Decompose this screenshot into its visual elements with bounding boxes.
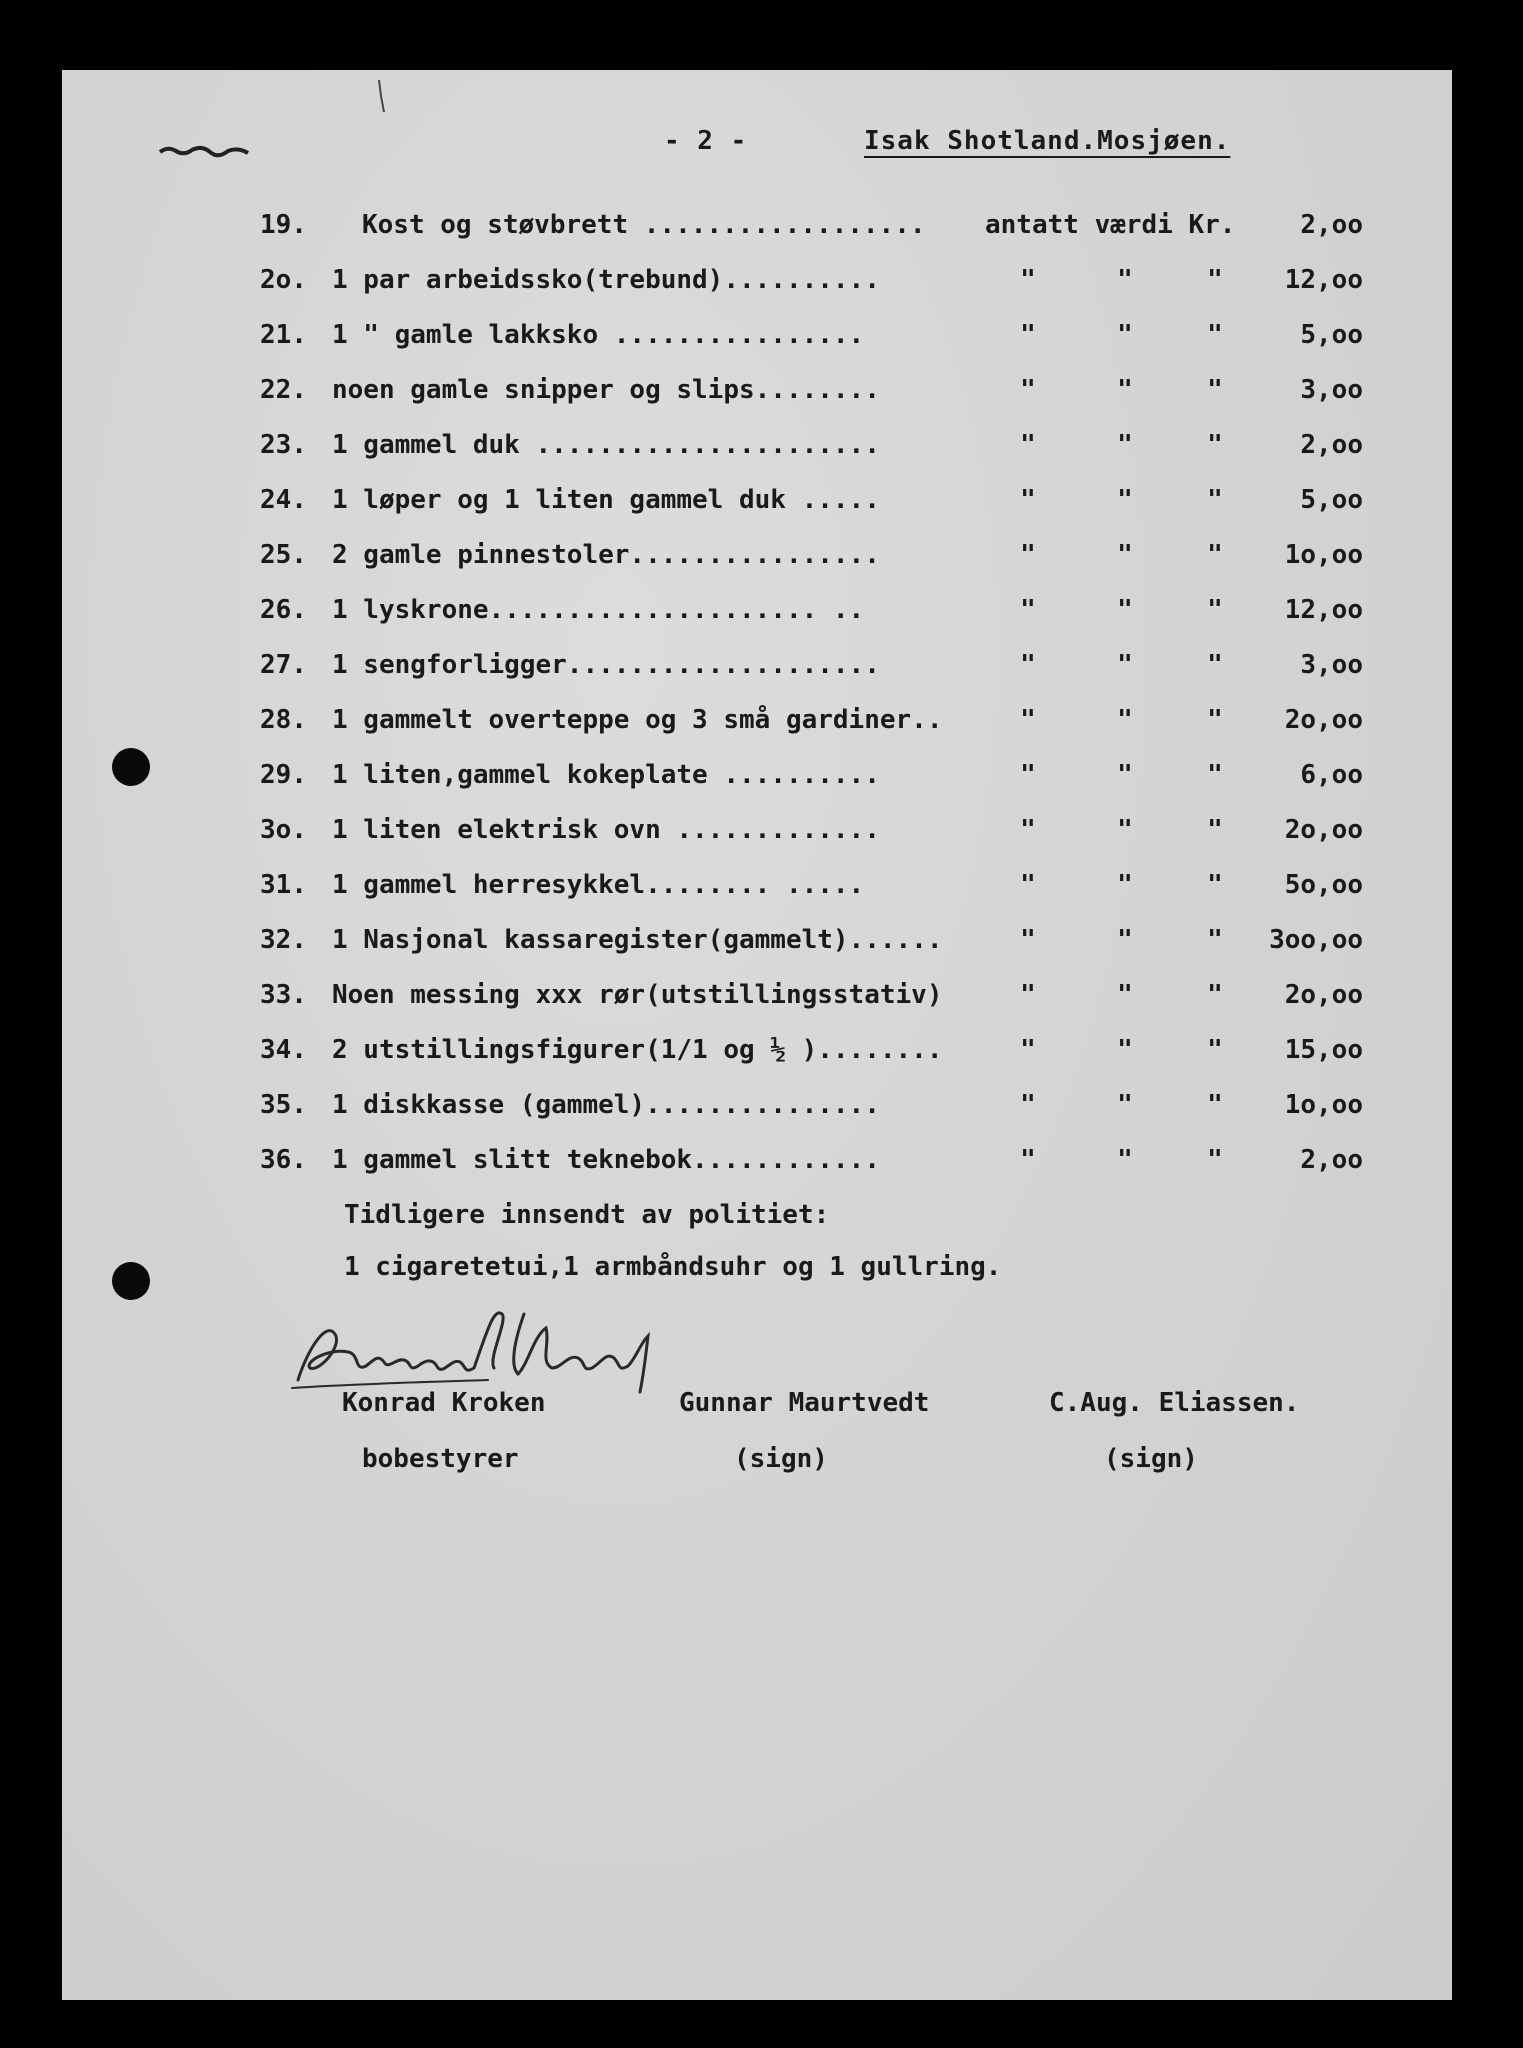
item-description: Noen messing xxx rør(utstillingsstativ) xyxy=(332,980,943,1010)
item-number: 26. xyxy=(260,595,307,625)
ditto-mark: " xyxy=(1117,705,1133,735)
note-line: 1 cigaretetui,1 armbåndsuhr og 1 gullring. xyxy=(344,1252,1002,1282)
item-amount: 3,oo xyxy=(1300,375,1363,405)
ditto-mark: " xyxy=(1020,375,1036,405)
item-number: 35. xyxy=(260,1090,307,1120)
item-description: 1 Nasjonal kassaregister(gammelt)...... xyxy=(332,925,943,955)
ditto-mark: " xyxy=(1020,595,1036,625)
signer-name: C.Aug. Eliassen. xyxy=(1049,1388,1300,1418)
item-amount: 6,oo xyxy=(1300,760,1363,790)
signer-role: (sign) xyxy=(1104,1444,1198,1474)
signer-name: Konrad Kroken xyxy=(342,1388,546,1418)
ditto-mark: " xyxy=(1117,595,1133,625)
ditto-mark: " xyxy=(1117,1090,1133,1120)
item-number: 27. xyxy=(260,650,307,680)
ditto-mark: " xyxy=(1020,815,1036,845)
ditto-mark: " xyxy=(1207,650,1223,680)
ditto-mark: " xyxy=(1207,595,1223,625)
item-description: 1 liten elektrisk ovn ............. xyxy=(332,815,880,845)
inventory-row xyxy=(260,870,1370,910)
item-description: 1 løper og 1 liten gammel duk ..... xyxy=(332,485,880,515)
ditto-mark: " xyxy=(1117,485,1133,515)
item-amount: 3oo,oo xyxy=(1269,925,1363,955)
ditto-mark: " xyxy=(1020,980,1036,1010)
item-number: 2o. xyxy=(260,265,307,295)
ditto-mark: " xyxy=(1117,540,1133,570)
inventory-row xyxy=(260,430,1370,470)
ditto-mark: " xyxy=(1117,870,1133,900)
inventory-row xyxy=(260,1145,1370,1185)
ditto-mark: " xyxy=(1207,1145,1223,1175)
estate-heading: Isak Shotland.Mosjøen. xyxy=(864,126,1231,156)
item-number: 23. xyxy=(260,430,307,460)
inventory-row xyxy=(260,925,1370,965)
item-number: 22. xyxy=(260,375,307,405)
inventory-row xyxy=(260,210,1370,250)
ditto-mark: " xyxy=(1117,265,1133,295)
inventory-row xyxy=(260,1090,1370,1130)
ditto-mark: " xyxy=(1117,430,1133,460)
item-number: 29. xyxy=(260,760,307,790)
inventory-row xyxy=(260,320,1370,360)
signer-name: Gunnar Maurtvedt xyxy=(679,1388,930,1418)
ditto-mark: " xyxy=(1020,1090,1036,1120)
item-amount: 2o,oo xyxy=(1284,705,1363,735)
item-description: 1 liten,gammel kokeplate .......... xyxy=(332,760,880,790)
item-number: 34. xyxy=(260,1035,307,1065)
item-description: 1 lyskrone..................... .. xyxy=(332,595,865,625)
item-number: 3o. xyxy=(260,815,307,845)
ditto-mark: " xyxy=(1020,1035,1036,1065)
handwritten-signature xyxy=(288,1288,668,1400)
item-amount: 2,oo xyxy=(1300,430,1363,460)
item-number: 25. xyxy=(260,540,307,570)
item-amount: 12,oo xyxy=(1284,265,1363,295)
item-number: 28. xyxy=(260,705,307,735)
ink-smudge xyxy=(158,142,250,158)
ditto-mark: " xyxy=(1020,760,1036,790)
ink-mark xyxy=(376,78,386,114)
inventory-row xyxy=(260,815,1370,855)
ditto-mark: " xyxy=(1207,320,1223,350)
item-number: 33. xyxy=(260,980,307,1010)
signer-role: (sign) xyxy=(734,1444,828,1474)
page-number: - 2 - xyxy=(664,126,748,156)
item-description: Kost og støvbrett .................. xyxy=(362,210,926,240)
ditto-mark: " xyxy=(1117,650,1133,680)
ditto-mark: " xyxy=(1117,760,1133,790)
ditto-mark: " xyxy=(1207,925,1223,955)
ditto-mark: " xyxy=(1207,760,1223,790)
item-description: 1 sengforligger.................... xyxy=(332,650,880,680)
item-amount: 3,oo xyxy=(1300,650,1363,680)
ditto-mark: " xyxy=(1207,540,1223,570)
ditto-mark: " xyxy=(1207,430,1223,460)
ditto-mark: " xyxy=(1117,925,1133,955)
ditto-mark: " xyxy=(1020,320,1036,350)
item-description: 1 gammel slitt teknebok............ xyxy=(332,1145,880,1175)
punch-hole xyxy=(112,1262,150,1300)
ditto-mark: " xyxy=(1020,870,1036,900)
ditto-mark: " xyxy=(1020,540,1036,570)
item-amount: 1o,oo xyxy=(1284,540,1363,570)
signer-role: bobestyrer xyxy=(362,1444,519,1474)
ditto-mark: " xyxy=(1207,265,1223,295)
item-description: 1 " gamle lakksko ................ xyxy=(332,320,865,350)
item-description: 1 gammel herresykkel........ ..... xyxy=(332,870,865,900)
ditto-mark: " xyxy=(1020,430,1036,460)
ditto-mark: " xyxy=(1020,1145,1036,1175)
item-amount: 2,oo xyxy=(1300,210,1363,240)
item-amount: 5o,oo xyxy=(1284,870,1363,900)
inventory-row xyxy=(260,760,1370,800)
inventory-row xyxy=(260,1035,1370,1075)
item-number: 31. xyxy=(260,870,307,900)
note-line: Tidligere innsendt av politiet: xyxy=(344,1200,830,1230)
ditto-mark: " xyxy=(1020,265,1036,295)
ditto-mark: " xyxy=(1020,485,1036,515)
item-number: 21. xyxy=(260,320,307,350)
inventory-row xyxy=(260,540,1370,580)
inventory-row xyxy=(260,650,1370,690)
ditto-mark: " xyxy=(1207,485,1223,515)
inventory-row xyxy=(260,485,1370,525)
inventory-row xyxy=(260,265,1370,305)
ditto-mark: " xyxy=(1207,1035,1223,1065)
item-description: 1 diskkasse (gammel)............... xyxy=(332,1090,880,1120)
ditto-mark: " xyxy=(1207,815,1223,845)
inventory-row xyxy=(260,705,1370,745)
ditto-mark: " xyxy=(1117,1035,1133,1065)
item-amount: 2o,oo xyxy=(1284,980,1363,1010)
item-amount: 2o,oo xyxy=(1284,815,1363,845)
item-amount: 12,oo xyxy=(1284,595,1363,625)
inventory-row xyxy=(260,595,1370,635)
ditto-mark: " xyxy=(1020,705,1036,735)
ditto-mark: " xyxy=(1117,375,1133,405)
punch-hole xyxy=(112,748,150,786)
item-amount: 2,oo xyxy=(1300,1145,1363,1175)
item-number: 32. xyxy=(260,925,307,955)
value-label: antatt værdi Kr. xyxy=(985,210,1236,240)
item-description: 1 gammel duk ...................... xyxy=(332,430,880,460)
item-number: 36. xyxy=(260,1145,307,1175)
ditto-mark: " xyxy=(1020,650,1036,680)
ditto-mark: " xyxy=(1117,815,1133,845)
item-amount: 15,oo xyxy=(1284,1035,1363,1065)
ditto-mark: " xyxy=(1117,980,1133,1010)
ditto-mark: " xyxy=(1207,375,1223,405)
ditto-mark: " xyxy=(1117,1145,1133,1175)
item-amount: 1o,oo xyxy=(1284,1090,1363,1120)
inventory-row xyxy=(260,980,1370,1020)
item-amount: 5,oo xyxy=(1300,485,1363,515)
ditto-mark: " xyxy=(1117,320,1133,350)
item-description: 2 gamle pinnestoler................ xyxy=(332,540,880,570)
item-number: 19. xyxy=(260,210,307,240)
ditto-mark: " xyxy=(1207,980,1223,1010)
item-description: 1 gammelt overteppe og 3 små gardiner.. xyxy=(332,705,943,735)
ditto-mark: " xyxy=(1020,925,1036,955)
inventory-row xyxy=(260,375,1370,415)
item-description: noen gamle snipper og slips........ xyxy=(332,375,880,405)
item-number: 24. xyxy=(260,485,307,515)
ditto-mark: " xyxy=(1207,1090,1223,1120)
item-description: 2 utstillingsfigurer(1/1 og ½ )........ xyxy=(332,1035,943,1065)
ditto-mark: " xyxy=(1207,705,1223,735)
item-amount: 5,oo xyxy=(1300,320,1363,350)
ditto-mark: " xyxy=(1207,870,1223,900)
item-description: 1 par arbeidssko(trebund).......... xyxy=(332,265,880,295)
